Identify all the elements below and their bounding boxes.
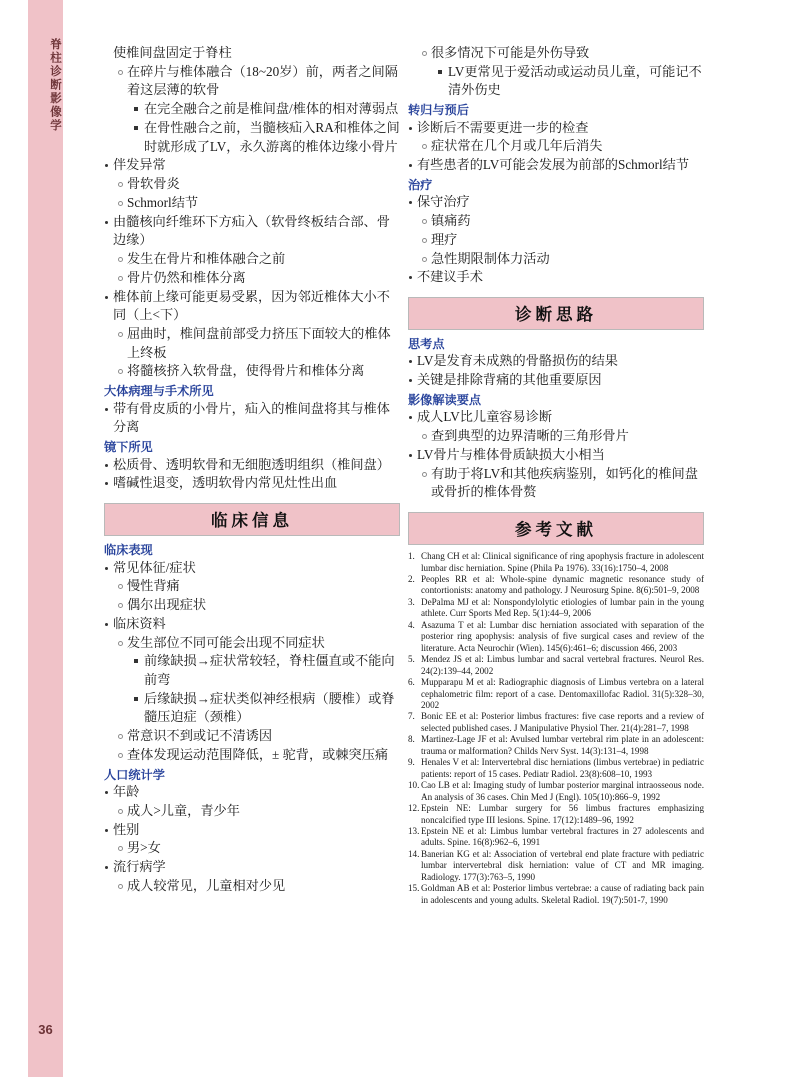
- list-item-level-1: 诊断后不需要更进一步的检查: [408, 119, 704, 138]
- list-item-level-2: 症状常在几个月或几年后消失: [422, 137, 704, 156]
- list-item-level-1: 带有骨皮质的小骨片，疝入的椎间盘将其与椎体分离: [104, 400, 400, 437]
- section-bar-clinical-info: 临床信息: [104, 503, 400, 536]
- reference-number: 1.: [408, 551, 415, 562]
- list-item-level-2: 查体发现运动范围降低，± 驼背，或棘突压痛: [118, 746, 400, 765]
- list-item-level-1: 常见体征/症状: [104, 559, 400, 578]
- reference-number: 10.: [408, 780, 420, 791]
- list-item-level-1: 保守治疗: [408, 193, 704, 212]
- reference-number: 6.: [408, 677, 415, 688]
- list-demographics: [104, 783, 400, 895]
- list-item-level-1: 由髓核向纤维环下方疝入（软骨终板结合部、骨边缘）: [104, 213, 400, 250]
- reference-item: 9. Henales V et al: Intervertebral disc herniations (limbus vertebrae) in pediatric patients: report of 15 cases. Pediatr Radiol. 23(8):608–10, 1993: [408, 757, 704, 779]
- list-presentation: [104, 559, 400, 765]
- list-treatment: [408, 193, 704, 287]
- list-image-interpretation: [408, 408, 704, 502]
- list-item-level-2: Schmorl结节: [118, 194, 400, 213]
- list-item-level-2: 成人>儿童，青少年: [118, 802, 400, 821]
- heading-treatment: 治疗: [408, 177, 433, 192]
- list-item-level-1: 嗜碱性退变，透明软骨内常见灶性出血: [104, 474, 400, 493]
- list-item-level-3: LV更常见于爱活动或运动员儿童，可能记不清外伤史: [438, 63, 704, 100]
- list-item-level-3: 在完全融合之前是椎间盘/椎体的相对薄弱点: [134, 100, 400, 119]
- page-number: 36: [38, 1022, 53, 1037]
- list-item-level-2: 发生在骨片和椎体融合之前: [118, 250, 400, 269]
- reference-number: 9.: [408, 757, 415, 768]
- reference-number: 4.: [408, 619, 415, 630]
- list-natural-history: [408, 119, 704, 175]
- list-item-level-3: 前缘缺损→症状常较轻，脊柱僵直或不能向前弯: [134, 652, 400, 689]
- list-item-level-1: 临床资料: [104, 615, 400, 634]
- list-item-level-2: 将髓核挤入软骨盘，使得骨片和椎体分离: [118, 362, 400, 381]
- list-item-level-2: 很多情况下可能是外伤导致: [422, 44, 704, 63]
- reference-number: 14.: [408, 848, 420, 859]
- list-item-level-2: 镇痛药: [422, 212, 704, 231]
- list-item-level-1: 流行病学: [104, 858, 400, 877]
- right-column: [408, 44, 704, 906]
- heading-gross-pathology: 大体病理与手术所见: [104, 384, 214, 399]
- list-item-level-3: 后缘缺损→症状类似神经根病（腰椎）或脊髓压迫症（颈椎）: [134, 690, 400, 727]
- list-item-level-2: 理疗: [422, 231, 704, 250]
- list-item-level-2: 在碎片与椎体融合（18~20岁）前，两者之间隔着这层薄的软骨: [118, 63, 400, 100]
- heading-image-interpretation: 影像解读要点: [408, 392, 482, 407]
- list-item-level-2: 男>女: [118, 839, 400, 858]
- list-item-level-2: 骨软骨炎: [118, 175, 400, 194]
- reference-number: 13.: [408, 825, 420, 836]
- list-item-level-1: LV骨片与椎体骨质缺损大小相当: [408, 446, 704, 465]
- list-item-level-2: 有助于将LV和其他疾病鉴别，如钙化的椎间盘或骨折的椎体骨赘: [422, 465, 704, 502]
- list-item-level-1: LV是发育未成熟的骨骼损伤的结果: [408, 352, 704, 371]
- reference-number: 2.: [408, 574, 415, 584]
- reference-item: 1. Chang CH et al: Clinical significance of ring apophysis fracture in adolescent lumbar disc herniation. Spine (Phila Pa 1976). 33(16):1750–4, 2008: [408, 551, 704, 573]
- heading-microscopic: 镜下所见: [104, 440, 153, 455]
- list-item-level-2: 急性期限制体力活动: [422, 250, 704, 269]
- list-item-level-1: 性别: [104, 821, 400, 840]
- reference-item: 12. Epstein NE: Lumbar surgery for 56 limbus fractures emphasizing noncalcified type III lesions. Spine. 17(12):1489–96, 1992: [408, 803, 704, 825]
- section-bar-diagnostic-checklist: 诊断思路: [408, 297, 704, 330]
- reference-item: 2. Peoples RR et al: Whole-spine dynamic magnetic resonance study of contortionists: anatomy and pathology. J Neurosurg Spine. 8(6):501–9, 2008: [408, 574, 704, 596]
- list-item-level-3: 在骨性融合之前，当髓核疝入RA和椎体之间时就形成了LV，永久游离的椎体边缘小骨片: [134, 119, 400, 156]
- list-item-level-1: 年龄: [104, 783, 400, 802]
- list-item-level-1: 椎体前上缘可能更易受累，因为邻近椎体大小不同（上<下）: [104, 288, 400, 325]
- left-column: [104, 44, 400, 896]
- heading-considerations: 思考点: [408, 337, 445, 352]
- reference-number: 8.: [408, 734, 415, 745]
- list-item-level-1: 成人LV比儿童容易诊断: [408, 408, 704, 427]
- list-item-level-1: 有些患者的LV可能会发展为前部的Schmorl结节: [408, 156, 704, 175]
- list-gross-pathology: [104, 400, 400, 437]
- reference-item: 10. Cao LB et al: Imaging study of lumbar posterior marginal intraosseous node. An analysis of 36 cases. Chin Med J (Engl). 105(10):866–9, 1992: [408, 780, 704, 802]
- reference-number: 3.: [408, 596, 415, 607]
- list-item-level-0: 使椎间盘固定于脊柱: [113, 45, 232, 60]
- list-item-level-1: 伴发异常: [104, 156, 400, 175]
- list-considerations: [408, 352, 704, 389]
- list-continued-pathology: [104, 44, 400, 381]
- list-item-level-2: 常意识不到或记不清诱因: [118, 727, 400, 746]
- reference-item: 14. Banerian KG et al: Association of vertebral end plate fracture with pediatric lumbar intervertebral disk herniation: value of CT and MR imaging. Radiology. 177(3):763–5, 1990: [408, 848, 704, 882]
- heading-demographics: 人口统计学: [104, 767, 165, 782]
- reference-number: 15.: [408, 883, 420, 894]
- reference-item: 5. Mendez JS et al: Limbus lumbar and sacral vertebral fractures. Neurol Res. 24(2):139–44, 2002: [408, 654, 704, 676]
- reference-item: 13. Epstein NE et al: Limbus lumbar vertebral fractures in 27 adolescents and adults. Spine. 16(8):962–6, 1991: [408, 825, 704, 848]
- reference-item: 4. Asazuma T et al: Lumbar disc herniation associated with separation of the posterior ring apophysis: analysis of five surgical cases and review of the literature. Acta Neurochir (Wien). 145(6):461–6; discussion 466, 2003: [408, 619, 704, 653]
- book-spine-title: 脊柱诊断影像学: [49, 38, 61, 133]
- list-continued-etiology: [408, 44, 704, 100]
- heading-presentation: 临床表现: [104, 543, 153, 558]
- reference-number: 5.: [408, 654, 415, 665]
- list-item-level-2: 成人较常见，儿童相对少见: [118, 877, 400, 896]
- list-item-level-2: 查到典型的边界清晰的三角形骨片: [422, 427, 704, 446]
- reference-item: 3. DePalma MJ et al: Nonspondylolytic etiologies of lumbar pain in the young athlete. Curr Sports Med Rep. 5(1):44–9, 2006: [408, 596, 704, 619]
- reference-item: 15. Goldman AB et al: Posterior limbus vertebrae: a cause of radiating back pain in adolescents and young adults. Skeletal Radiol. 19(7):501-7, 1990: [408, 883, 704, 905]
- reference-number: 12.: [408, 803, 420, 814]
- reference-item: 7. Bonic EE et al: Posterior limbus fractures: five case reports and a review of selected published cases. J Manipulative Physiol Ther. 21(4):281–7, 1998: [408, 711, 704, 733]
- heading-natural-history: 转归与预后: [408, 103, 469, 118]
- list-item-level-1: 关键是排除背痛的其他重要原因: [408, 371, 704, 390]
- list-item-level-1: 不建议手术: [408, 268, 704, 287]
- list-microscopic: [104, 456, 400, 493]
- reference-list: [408, 551, 704, 906]
- list-item-level-2: 慢性背痛: [118, 577, 400, 596]
- list-item-level-1: 松质骨、透明软骨和无细胞透明组织（椎间盘）: [104, 456, 400, 475]
- list-item-level-2: 偶尔出现症状: [118, 596, 400, 615]
- reference-item: 6. Mupparapu M et al: Radiographic diagnosis of Limbus vertebra on a lateral cephalometric film: report of a case. Dentomaxillofac Radiol. 31(5):328–30, 2002: [408, 677, 704, 710]
- reference-number: 7.: [408, 711, 415, 722]
- list-item-level-2: 发生部位不同可能会出现不同症状: [118, 634, 400, 653]
- section-bar-references: 参考文献: [408, 512, 704, 545]
- list-item-level-2: 骨片仍然和椎体分离: [118, 269, 400, 288]
- list-item-level-2: 屈曲时，椎间盘前部受力挤压下面较大的椎体上终板: [118, 325, 400, 362]
- reference-item: 8. Martinez-Lage JF et al: Avulsed lumbar vertebral rim plate in an adolescent: trauma or malformation? Childs Nerv Syst. 14(3):131–4, 1998: [408, 734, 704, 756]
